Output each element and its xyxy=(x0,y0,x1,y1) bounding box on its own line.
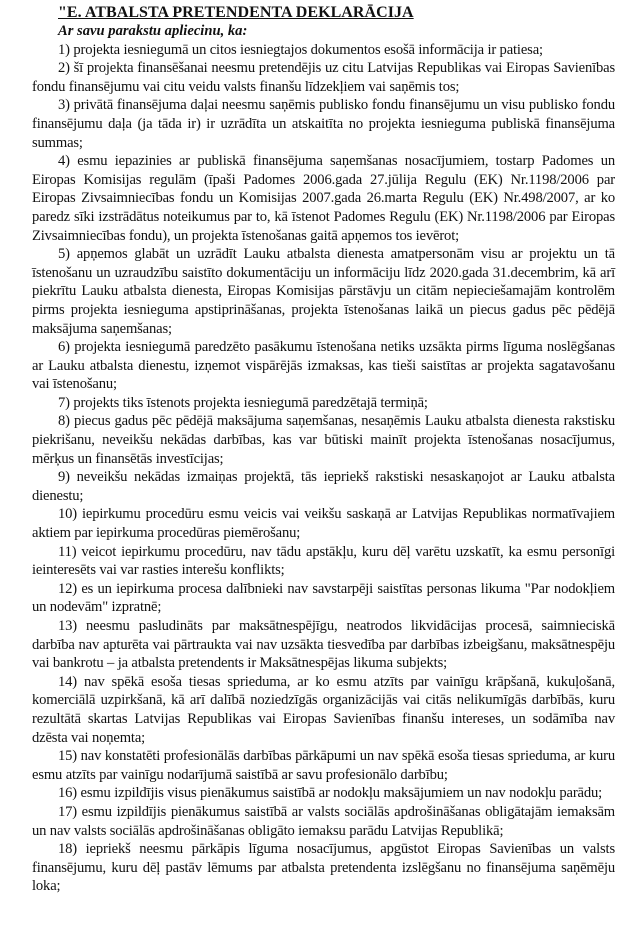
declaration-item: 7) projekts tiks īstenots projekta iesniegumā paredzētajā termiņā; xyxy=(58,394,428,411)
declaration-document xyxy=(32,4,615,896)
declaration-item: 2) šī projekta finansēšanai neesmu pretendējis uz citu Latvijas Republikas vai Eiropas Savienības fondu finansējumu vai citu veidu valsts finanšu līdzekļiem vai saņēmis tos; xyxy=(32,60,615,95)
declaration-item: 18) iepriekš neesmu pārkāpis līguma nosacījumus, apgūstot Eiropas Savienības un valsts finansējumu, kuru dēļ pastāv lēmums par atbalsta pretendenta izslēgšanu no finansējuma saņēmēju loka; xyxy=(32,841,615,895)
declaration-item: 3) privātā finansējuma daļai neesmu saņēmis publisko fondu finansējumu un visu publisko fondu finansējumu daļa (ja tāda ir) ir uzrādīta un atskaitīta no projekta iesnieguma publiskā finansējuma summas; xyxy=(32,97,615,151)
declaration-item: 15) nav konstatēti profesionālās darbības pārkāpumi un nav spēkā esoša tiesas sprieduma, ar kuru esmu atzīts par vainīgu nodarījumā saistībā ar savu profesionālo darbību; xyxy=(32,748,615,783)
declaration-item: 14) nav spēkā esoša tiesas sprieduma, ar ko esmu atzīts par vainīgu krāpšanā, kukuļošanā, komerciālā uzpirkšanā, kā arī dalībā noziedzīgās organizācijās vai citās nelikumīgās darbībās, kuru rezultātā skartas Latvijas Republikas vai Eiropas Savienības finanšu intereses, un sodāmība nav dzēsta vai noņemta; xyxy=(32,673,615,746)
document-title: "E. ATBALSTA PRETENDENTA DEKLARĀCIJA xyxy=(58,4,414,21)
declaration-item: 6) projekta iesniegumā paredzēto pasākumu īstenošana netiks uzsākta pirms līguma noslēgšanas ar Lauku atbalsta dienestu, izņemot vispārējās izmaksas, kas tieši saistītas ar projekta sagatavošanu vai īstenošanu; xyxy=(32,339,615,393)
declaration-intro: Ar savu parakstu apliecinu, ka: xyxy=(58,23,248,39)
declaration-item: 8) piecus gadus pēc pēdējā maksājuma saņemšanas, nesaņēmis Lauku atbalsta dienesta rakstisku piekrišanu, neveikšu nekādas darbības, kas var būtiski mainīt projekta īstenošanas nosacījumus, mērķus un finansētās investīcijas; xyxy=(32,413,615,467)
declaration-item: 9) neveikšu nekādas izmaiņas projektā, tās iepriekš rakstiski nesaskaņojot ar Lauku atbalsta dienestu; xyxy=(32,469,615,504)
declaration-item: 5) apņemos glabāt un uzrādīt Lauku atbalsta dienesta amatpersonām visu ar projektu un tā īstenošanu un uzraudzību saistīto dokumentāciju un informāciju līdz 2020.gada 31.decembrim, kā arī piekrītu Lauku atbalsta dienesta, Eiropas Komisijas pārstāvju un citām nepieciešamajām kontrolēm pirms projekta iesnieguma apstiprināšanas, projekta īstenošanas laikā un piecus gadus pēc pēdējā maksājuma saņemšanas; xyxy=(32,246,615,337)
declaration-item: 16) esmu izpildījis visus pienākumus saistībā ar nodokļu maksājumiem un nav nodokļu parādu; xyxy=(58,785,603,802)
declaration-item: 4) esmu iepazinies ar publiskā finansējuma saņemšanas nosacījumiem, tostarp Padomes un Eiropas Komisijas regulām (īpaši Padomes 2006.gada 27.jūlija Regulu (EK) Nr.1198/2006 par Eiropas Zivsaimniecības fondu un Komisijas 2007.gada 26.marta Regulu (EK) Nr.498/2007, ar ko paredz sīki izstrādātus noteikumus par to, kā īstenot Padomes Regulu (EK) Nr.1198/2006 par Eiropas Zivsaimniecības fondu), un projekta īstenošanas gaitā apņemos tos ievērot; xyxy=(32,153,615,244)
declaration-item-list xyxy=(32,41,615,896)
declaration-item: 13) neesmu pasludināts par maksātnespējīgu, neatrodos likvidācijas procesā, saimnieciskā darbība nav apturēta vai pārtraukta vai nav uzsākta tiesvedība par darbības izbeigšanu, maksātnespēju vai bankrotu – ja atbalsta pretendents ir Maksātnespējas likuma subjekts; xyxy=(32,618,615,672)
declaration-item: 1) projekta iesniegumā un citos iesniegtajos dokumentos esošā informācija ir patiesa; xyxy=(58,41,543,58)
declaration-item: 10) iepirkumu procedūru esmu veicis vai veikšu saskaņā ar Latvijas Republikas normatīvajiem aktiem par iepirkuma procedūras piemērošanu; xyxy=(32,506,615,542)
declaration-item: 17) esmu izpildījis pienākumus saistībā ar valsts sociālās apdrošināšanas obligātajām iemaksām un nav valsts sociālās apdrošināšanas obligāto iemaksu parādu Latvijas Republikā; xyxy=(32,803,615,839)
declaration-item: 12) es un iepirkuma procesa dalībnieki nav savstarpēji saistītas personas likuma "Par nodokļiem un nodevām" izpratnē; xyxy=(32,580,615,616)
declaration-item: 11) veicot iepirkumu procedūru, nav tādu apstākļu, kuru dēļ varētu uzskatīt, ka esmu personīgi ieinteresēts vai var rasties interešu konflikts; xyxy=(32,543,615,579)
